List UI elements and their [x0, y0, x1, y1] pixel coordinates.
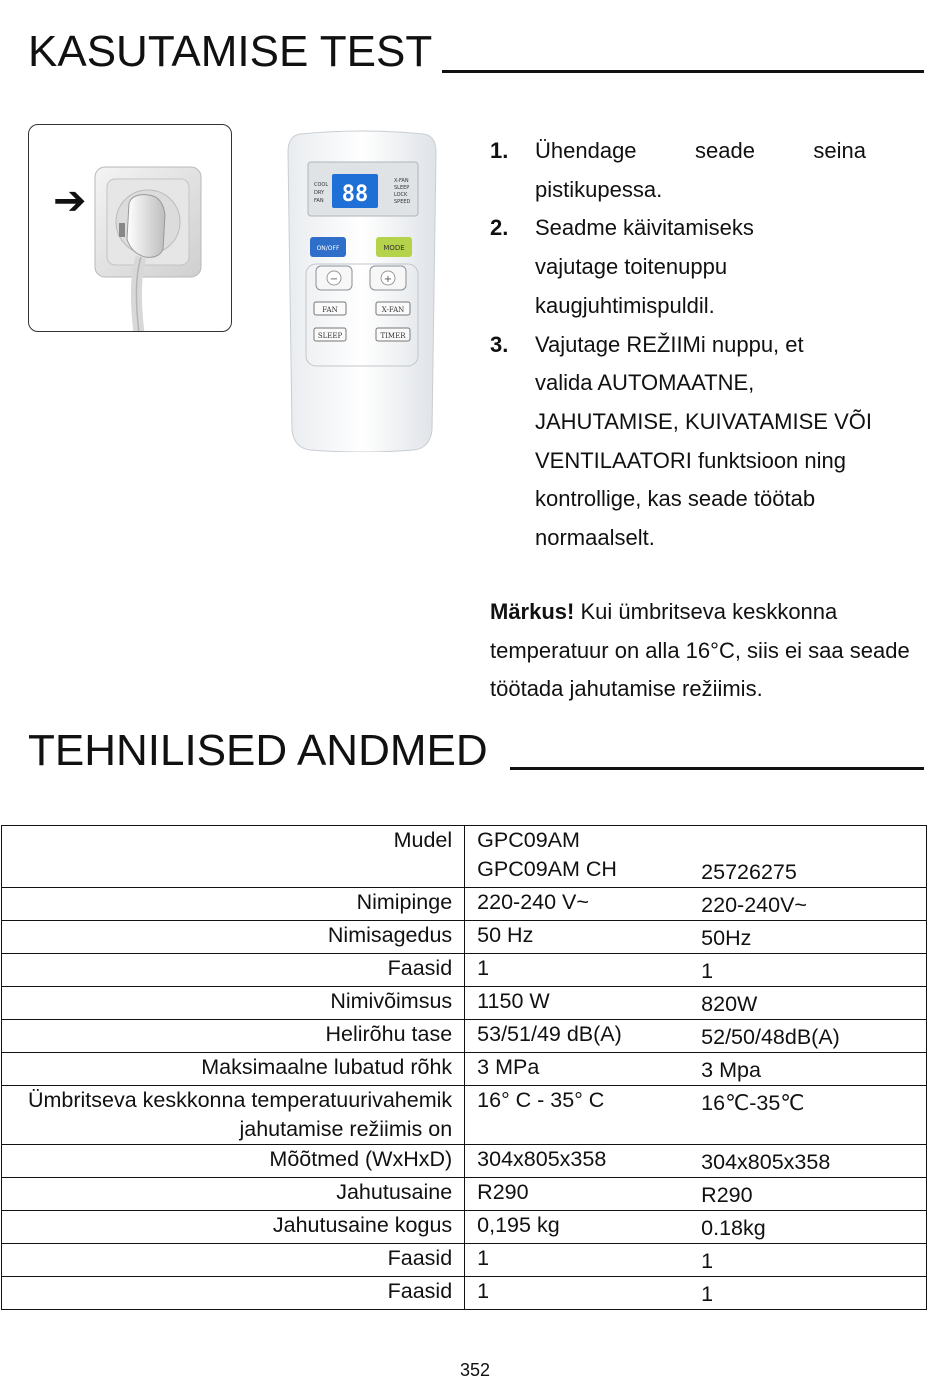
step-text-line1: Vajutage REŽIIMi nuppu, et: [535, 331, 804, 357]
spec-values: [465, 921, 927, 954]
spec-value: 50 Hz: [477, 923, 534, 947]
table-row: [2, 1020, 927, 1053]
spec-values: [465, 1086, 927, 1145]
spec-label: Mõõtmed (WxHxD): [2, 1145, 465, 1178]
spec-value: 820W: [701, 992, 758, 1016]
table-row: [2, 1211, 927, 1244]
spec-value: 53/51/49 dB(A): [477, 1022, 622, 1046]
fan-label: FAN: [322, 306, 338, 314]
display-label-lock: LOCK: [394, 192, 408, 198]
spec-value: GPC09AM: [477, 828, 580, 852]
spec-value: 1: [477, 1279, 490, 1303]
spec-values: [465, 826, 927, 888]
spec-values: [465, 1244, 927, 1277]
spec-value: 1: [701, 1282, 714, 1306]
step-text-line1: Seadme käivitamiseks: [535, 215, 754, 241]
remote-control-illustration: [286, 130, 438, 452]
minus-label: −: [329, 274, 339, 285]
spec-value: GPC09AM CH: [477, 857, 617, 881]
spec-value: 0,195 kg: [477, 1213, 560, 1237]
usage-steps-list: [490, 132, 872, 558]
step-item: [490, 132, 866, 209]
spec-label: Helirõhu tase: [2, 1020, 465, 1053]
spec-value: 304x805x358: [701, 1150, 831, 1174]
spec-values: [465, 954, 927, 987]
spec-label: Jahutusaine kogus: [2, 1211, 465, 1244]
spec-value: 0.18kg: [701, 1216, 766, 1240]
spec-label: Nimipinge: [2, 888, 465, 921]
step-text: pistikupessa.: [535, 176, 663, 202]
table-row: [2, 921, 927, 954]
timer-label: TIMER: [380, 332, 406, 340]
step-number: 3.: [490, 331, 509, 357]
step-text: vajutage toitenuppu kaugjuhtimispuldil.: [535, 254, 728, 318]
step-text-line1: Ühendage seade seina: [535, 138, 866, 163]
table-row: [2, 1053, 927, 1086]
display-label-speed: SPEED: [394, 199, 411, 205]
note-label: Märkus!: [490, 599, 575, 624]
spec-value: 1: [701, 1249, 714, 1273]
section-title-usage-test: KASUTAMISE TEST: [28, 27, 433, 76]
step-text: valida AUTOMAATNE, JAHUTAMISE, KUIVATAMISE VÕI VENTILAATORI funktsioon ning kontrollige, kas seade töötab normaalselt.: [535, 370, 872, 551]
technical-data-table: [1, 825, 927, 1310]
spec-value: 220-240 V~: [477, 890, 589, 914]
spec-label: Faasid: [2, 1277, 465, 1310]
display-label-sleep: SLEEP: [394, 185, 410, 191]
table-row: [2, 987, 927, 1020]
table-row: [2, 1086, 927, 1145]
xfan-label: X-FAN: [381, 306, 405, 314]
step-item: [490, 326, 872, 558]
spec-values: [465, 1178, 927, 1211]
display-label-xfan: X-FAN: [394, 178, 409, 184]
spec-values: [465, 1277, 927, 1310]
table-row: [2, 888, 927, 921]
note-text: Kui ümbritseva keskkonna temperatuur on alla 16°C, siis ei saa seade töötada jahutamise režiimis.: [490, 599, 910, 702]
spec-label: Nimivõimsus: [2, 987, 465, 1020]
note-paragraph: [490, 593, 910, 709]
spec-value: 1150 W: [477, 989, 550, 1013]
spec-value: 52/50/48dB(A): [701, 1025, 840, 1049]
spec-value: 1: [701, 959, 714, 983]
remote-display-digits: 88: [341, 182, 369, 207]
plus-label: +: [383, 274, 393, 285]
spec-values: [465, 1053, 927, 1086]
spec-values: [465, 1020, 927, 1053]
step-item: [490, 209, 866, 325]
spec-value: 220-240V~: [701, 893, 807, 917]
spec-values: [465, 1211, 927, 1244]
spec-label: Faasid: [2, 1244, 465, 1277]
spec-values: [465, 987, 927, 1020]
mode-label: MODE: [383, 244, 405, 252]
spec-label: Nimisagedus: [2, 921, 465, 954]
on-off-label: ON/OFF: [316, 245, 340, 252]
table-row: [2, 826, 927, 888]
spec-values: [465, 888, 927, 921]
spec-value: 16℃-35℃: [701, 1091, 805, 1115]
table-row: [2, 1145, 927, 1178]
plug-illustration: [28, 124, 232, 332]
spec-value: 50Hz: [701, 926, 752, 950]
spec-label: Jahutusaine: [2, 1178, 465, 1211]
step-number: 1.: [490, 138, 509, 163]
table-row: [2, 954, 927, 987]
heading-rule: [510, 767, 924, 770]
spec-value: 16° C - 35° C: [477, 1088, 605, 1112]
spec-value: 3 Mpa: [701, 1058, 761, 1082]
spec-value: R290: [477, 1180, 529, 1204]
table-row: [2, 1244, 927, 1277]
page-number: 352: [459, 1360, 491, 1380]
heading-rule: [442, 70, 924, 73]
spec-value: 25726275: [701, 860, 797, 884]
arrow-right-icon: ➔: [53, 179, 87, 223]
table-row: [2, 1277, 927, 1310]
section-title-technical-data: TEHNILISED ANDMED: [28, 726, 488, 775]
spec-label: Maksimaalne lubatud rõhk: [2, 1053, 465, 1086]
spec-value: 1: [477, 956, 490, 980]
display-label-cool: COOL: [314, 182, 329, 188]
spec-value: 3 MPa: [477, 1055, 540, 1079]
display-label-fan: FAN: [314, 198, 324, 204]
spec-values: [465, 1145, 927, 1178]
table-row: [2, 1178, 927, 1211]
spec-label: Ümbritseva keskkonna temperatuurivahemik jahutamise režiimis on: [2, 1086, 465, 1145]
spec-label: Mudel: [2, 826, 465, 888]
step-number: 2.: [490, 215, 509, 241]
spec-value: R290: [701, 1183, 753, 1207]
spec-value: 304x805x358: [477, 1147, 607, 1171]
sleep-label: SLEEP: [317, 332, 343, 340]
spec-label: Faasid: [2, 954, 465, 987]
spec-value: 1: [477, 1246, 490, 1270]
wall-socket-plug-icon: [89, 153, 229, 332]
display-label-dry: DRY: [314, 190, 325, 196]
